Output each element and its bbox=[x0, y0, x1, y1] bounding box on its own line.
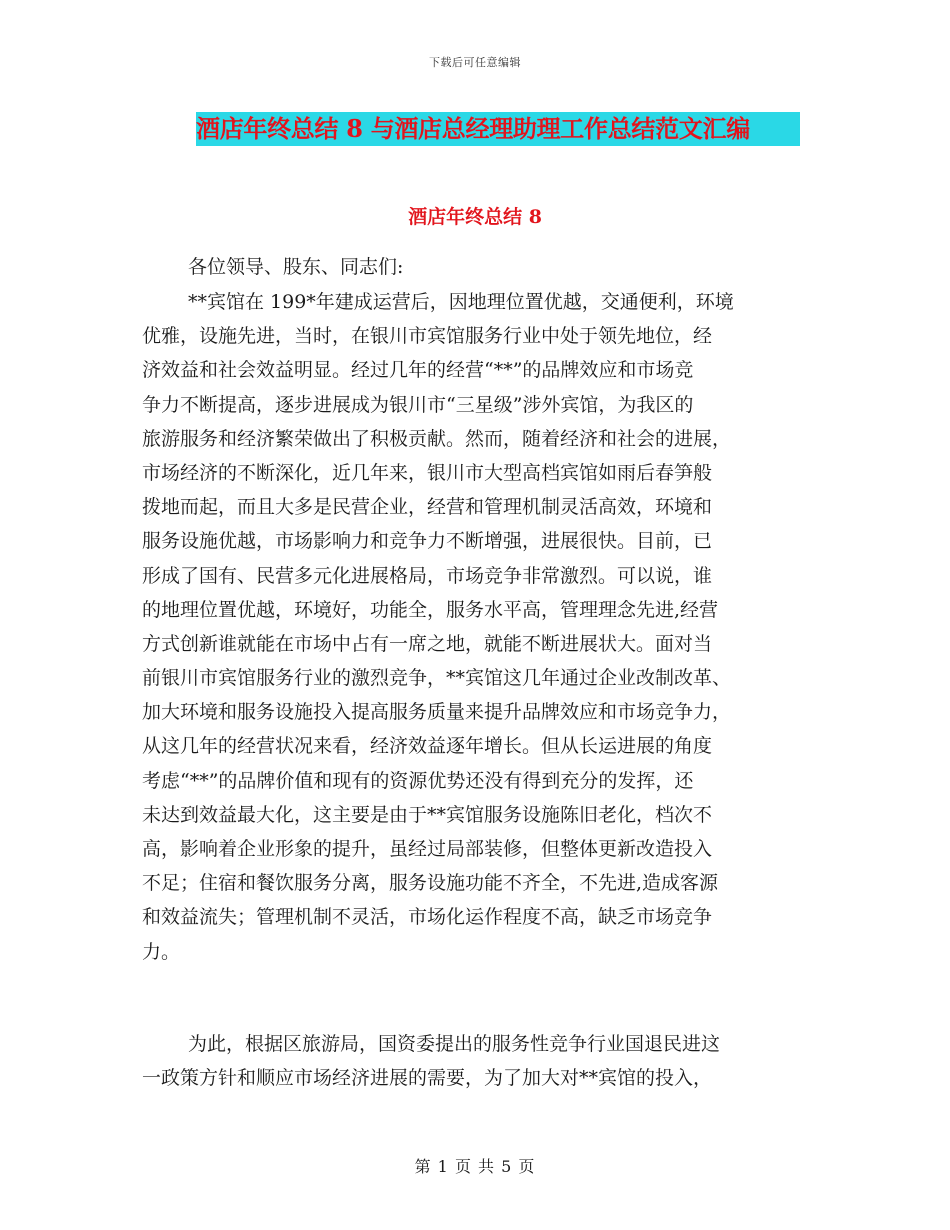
text-line: 旅游服务和经济繁荣做出了积极贡献。然而，随着经济和社会的进展， bbox=[142, 427, 732, 450]
text-line: 争力不断提高，逐步进展成为银川市“三星级”涉外宾馆，为我区的 bbox=[142, 393, 694, 416]
text-line: 从这几年的经营状况来看，经济效益逐年增长。但从长运进展的角度 bbox=[142, 735, 713, 758]
text-line: 的地理位置优越，环境好，功能全，服务水平高，管理理念先进,经营 bbox=[142, 598, 719, 621]
text-line: 拨地而起，而且大多是民营企业，经营和管理机制灵活高效，环境和 bbox=[142, 496, 713, 519]
section-title: 酒店年终总结 8 bbox=[408, 206, 542, 228]
body-paragraph-2 bbox=[142, 1027, 807, 1095]
text-line: 考虑“**”的品牌价值和现有的资源优势还没有得到充分的发挥，还 bbox=[142, 769, 694, 792]
header-note: 下载后可任意编辑 bbox=[429, 56, 521, 69]
text-line: 服务设施优越，市场影响力和竞争力不断增强，进展很快。目前，已 bbox=[142, 530, 713, 553]
text-line: 不足；住宿和餐饮服务分离，服务设施功能不齐全，不先进,造成客源 bbox=[142, 872, 719, 895]
text-line: 和效益流失；管理机制不灵活，市场化运作程度不高，缺乏市场竞争 bbox=[142, 906, 713, 929]
text-line: 形成了国有、民营多元化进展格局，市场竞争非常激烈。可以说，谁 bbox=[142, 564, 713, 587]
text-line: 高，影响着企业形象的提升，虽经过局部装修，但整体更新改造投入 bbox=[142, 838, 713, 860]
text-line: 前银川市宾馆服务行业的激烈竞争，**宾馆这几年通过企业改制改革、 bbox=[142, 667, 732, 690]
text-line: 市场经济的不断深化，近几年来，银川市大型高档宾馆如雨后春笋般 bbox=[142, 461, 713, 484]
text-line: 济效益和社会效益明显。经过几年的经营“**”的品牌效应和市场竞 bbox=[142, 359, 694, 382]
body-paragraph-1 bbox=[142, 285, 807, 969]
text-line: 加大环境和服务设施投入提高服务质量来提升品牌效应和市场竞争力， bbox=[142, 701, 732, 724]
text-line: 方式创新谁就能在市场中占有一席之地，就能不断进展状大。面对当 bbox=[142, 632, 713, 655]
text-line: 优雅，设施先进，当时，在银川市宾馆服务行业中处于领先地位，经 bbox=[142, 325, 713, 348]
text-line: 为此，根据区旅游局，国资委提出的服务性竞争行业国退民进这 bbox=[188, 1033, 721, 1055]
text-line: **宾馆在 199*年建成运营后，因地理位置优越，交通便利，环境 bbox=[188, 291, 734, 313]
greeting-line: 各位领导、股东、同志们: bbox=[188, 256, 404, 278]
text-line: 一政策方针和顺应市场经济进展的需要，为了加大对**宾馆的投入， bbox=[142, 1067, 713, 1090]
greeting-paragraph bbox=[142, 250, 807, 284]
text-line: 未达到效益最大化，这主要是由于**宾馆服务设施陈旧老化，档次不 bbox=[142, 803, 713, 826]
document-title: 酒店年终总结 8 与酒店总经理助理工作总结范文汇编 bbox=[196, 114, 750, 143]
text-line: 力。 bbox=[142, 940, 181, 963]
page-footer: 第 1 页 共 5 页 bbox=[414, 1157, 536, 1176]
